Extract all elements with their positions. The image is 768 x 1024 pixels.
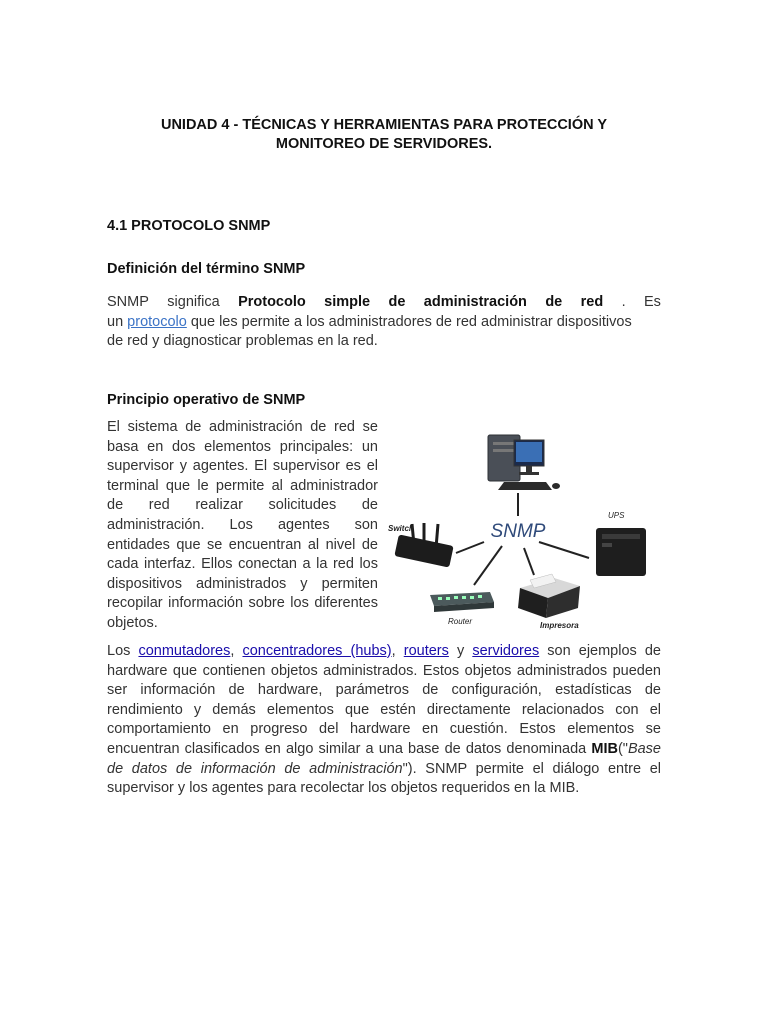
ups-icon	[596, 528, 646, 576]
routers-link[interactable]: routers	[403, 643, 449, 659]
definition-paragraph	[107, 293, 661, 352]
title-line-1: UNIDAD 4 - TÉCNICAS Y HERRAMIENTAS PARA PROTECCIÓN Y	[160, 117, 608, 133]
document-title	[100, 116, 668, 154]
computer-icon	[488, 435, 560, 490]
text: Los	[107, 643, 139, 659]
word: de	[545, 294, 563, 310]
router-icon	[430, 592, 494, 612]
definition-line-2	[107, 313, 661, 333]
section-heading: 4.1 PROTOCOLO SNMP	[107, 218, 271, 234]
principle-heading: Principio operativo de SNMP	[107, 392, 306, 408]
text: y	[448, 643, 473, 659]
mib-definition: Base de datos de información de administración	[107, 740, 661, 777]
text: son ejemplos de hardware que contienen objetos administrados. Estos objetos administrados pueden ser información de hardware, parámetros de configuración, estadísticas de rendimiento y demás elementos que estén directamente relacionados con el comportamiento en progreso del hardware en cuestión. Estos elementos se encuentran clasificados en algo similar a una base de datos denominada	[107, 643, 661, 757]
definition-heading: Definición del término SNMP	[107, 261, 306, 277]
printer-label: Impresora	[540, 621, 579, 630]
text: ("	[617, 740, 628, 757]
principle-paragraph: El sistema de administración de red se basa en dos elementos principales: un supervisor y agentes. El supervisor es el terminal que le permite al administrador de red realizar solicitudes de administración. Los agentes son entidades que se encuentran al nivel de cada interfaz. Ellos conectan a la red los dispositivos administrados y permiten recopilar información sobre los diferentes objetos.	[107, 419, 378, 631]
router-label: Router	[448, 617, 473, 626]
word: administración	[423, 294, 527, 310]
word: .	[621, 294, 626, 310]
mib-term: MIB	[591, 740, 618, 757]
word: simple	[324, 294, 371, 310]
text: que les permite a los administradores de red administrar dispositivos	[186, 313, 632, 330]
concentradores-link[interactable]: concentradores (hubs)	[242, 643, 392, 659]
protocolo-link[interactable]: protocolo	[127, 313, 187, 330]
word: red	[580, 294, 604, 310]
text: ,	[230, 643, 243, 659]
snmp-network-diagram	[384, 420, 662, 635]
ups-label: UPS	[608, 511, 625, 520]
definition-line-1	[107, 293, 661, 313]
text: ,	[391, 643, 404, 659]
printer-icon	[518, 574, 580, 618]
examples-paragraph	[107, 642, 661, 799]
title-line-2: MONITOREO DE SERVIDORES.	[275, 136, 493, 152]
switch-label: Switch	[388, 524, 414, 533]
word: SNMP	[107, 294, 149, 310]
word: Protocolo	[238, 294, 306, 310]
conmutadores-link[interactable]: conmutadores	[138, 643, 231, 659]
word: Es	[644, 294, 661, 310]
word: de	[388, 294, 406, 310]
definition-line-3: de red y diagnosticar problemas en la red.	[107, 333, 378, 349]
snmp-center-label: SNMP	[490, 521, 546, 542]
word: significa	[167, 294, 220, 310]
servidores-link[interactable]: servidores	[472, 643, 540, 659]
text: un	[107, 313, 128, 330]
text: "). SNMP permite el diálogo entre el supervisor y los agentes para recolectar los objetos requeridos en la MIB.	[107, 760, 661, 797]
